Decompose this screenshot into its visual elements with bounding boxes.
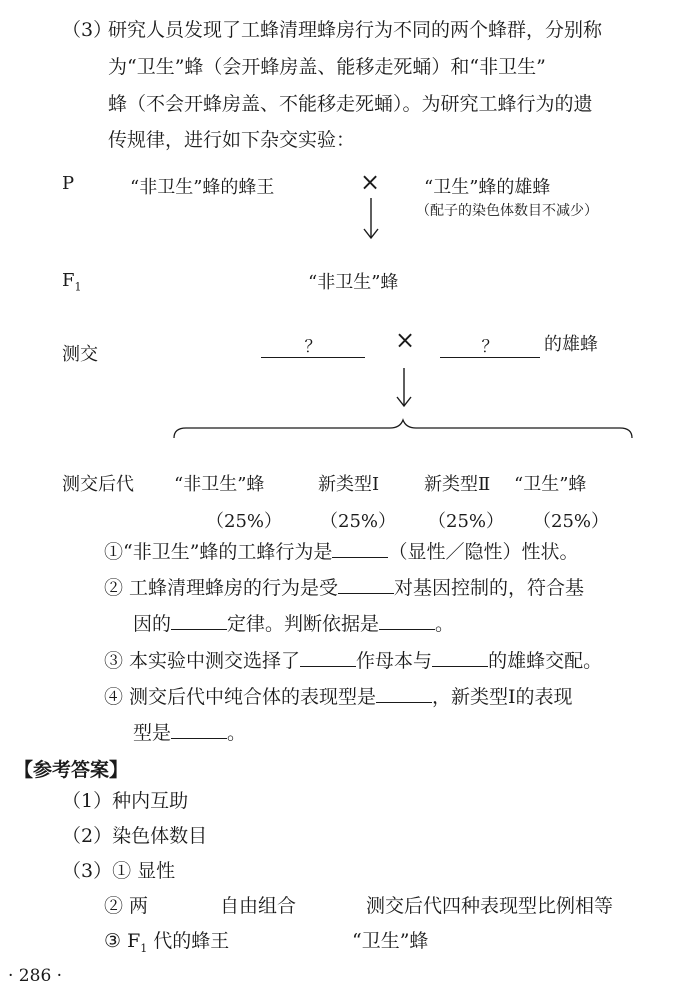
answer-blank (332, 540, 388, 558)
answer-blank (300, 649, 356, 667)
answer-blank (432, 649, 488, 667)
offspring-ratio: （25%） (320, 511, 397, 532)
intro-line-1: 研究人员发现了工蜂清理蜂房行为不同的两个蜂群，分别称 (108, 19, 603, 41)
intro-line-3: 蜂（不会开蜂房盖、不能移走死蛹）。为研究工蜂行为的遗 (108, 93, 593, 115)
arrow-down-icon (394, 366, 414, 410)
offspring-name: “非卫生”蜂 (174, 474, 265, 495)
offspring-ratio: （25%） (428, 511, 505, 532)
testcross-blank-female: ？ (261, 332, 365, 358)
answer-3-1: （3）① 显性 (62, 860, 176, 882)
answer-blank (171, 721, 227, 739)
f1-result: “非卫生”蜂 (308, 272, 399, 293)
p-male-note: （配子的染色体数目不减少） (416, 203, 598, 219)
answer-3-3-female: ③ $F_1$ 代的蜂王 (104, 930, 230, 955)
offspring-ratio: （25%） (533, 511, 610, 532)
answers-heading: 【参考答案】 (14, 759, 129, 781)
offspring-ratio: （25%） (206, 511, 283, 532)
answer-blank (379, 612, 435, 630)
answer-2: （2）染色体数目 (62, 825, 208, 847)
cross-symbol-testcross: × (395, 326, 416, 354)
subquestion-4-cont: 型是 。 (133, 722, 247, 744)
subquestion-4: ④ 测交后代中纯合体的表现型是 ，新类型Ⅰ的表现 (104, 686, 573, 708)
offspring-label: 测交后代 (62, 474, 134, 495)
testcross-blank-male: ？ (440, 332, 540, 358)
offspring-name: “卫生”蜂 (514, 474, 587, 495)
answer-1: （1）种内互助 (62, 790, 189, 812)
answer-blank (171, 612, 227, 630)
curly-brace-icon (172, 418, 634, 442)
offspring-name: 新类型Ⅰ (318, 474, 380, 495)
offspring-name: 新类型Ⅱ (424, 474, 491, 495)
answer-3-2-law: 自由组合 (220, 895, 297, 917)
f1-label: $F_1$ (62, 270, 82, 294)
answer-3-2-number: ② 两 (104, 895, 149, 917)
subquestion-1: ①“非卫生”蜂的工蜂行为是 （显性／隐性）性状。 (104, 541, 579, 563)
answer-3-3-male: “卫生”蜂 (352, 930, 429, 952)
answer-blank (376, 685, 432, 703)
p-male: “卫生”蜂的雄蜂 (424, 177, 551, 198)
arrow-down-icon (361, 196, 381, 242)
testcross-label: 测交 (62, 344, 98, 365)
question-number: （3） (62, 19, 113, 41)
subquestion-3: ③ 本实验中测交选择了 作母本与 的雄蜂交配。 (104, 650, 603, 672)
cross-symbol-p: × (360, 168, 381, 196)
subquestion-2: ② 工蜂清理蜂房的行为是受 对基因控制的，符合基 (104, 577, 585, 599)
testcross-suffix: 的雄蜂 (544, 334, 598, 355)
page-number: · 286 · (8, 966, 63, 986)
intro-line-2: 为“卫生”蜂（会开蜂房盖、能移走死蛹）和“非卫生” (108, 56, 546, 78)
subquestion-2-cont: 因的 定律。判断依据是 。 (133, 613, 455, 635)
p-label: P (62, 173, 75, 194)
intro-line-4: 传规律，进行如下杂交实验： (108, 129, 356, 151)
answer-3-2-reason: 测交后代四种表现型比例相等 (366, 895, 614, 917)
p-female: “非卫生”蜂的蜂王 (130, 177, 275, 198)
answer-blank (338, 576, 394, 594)
